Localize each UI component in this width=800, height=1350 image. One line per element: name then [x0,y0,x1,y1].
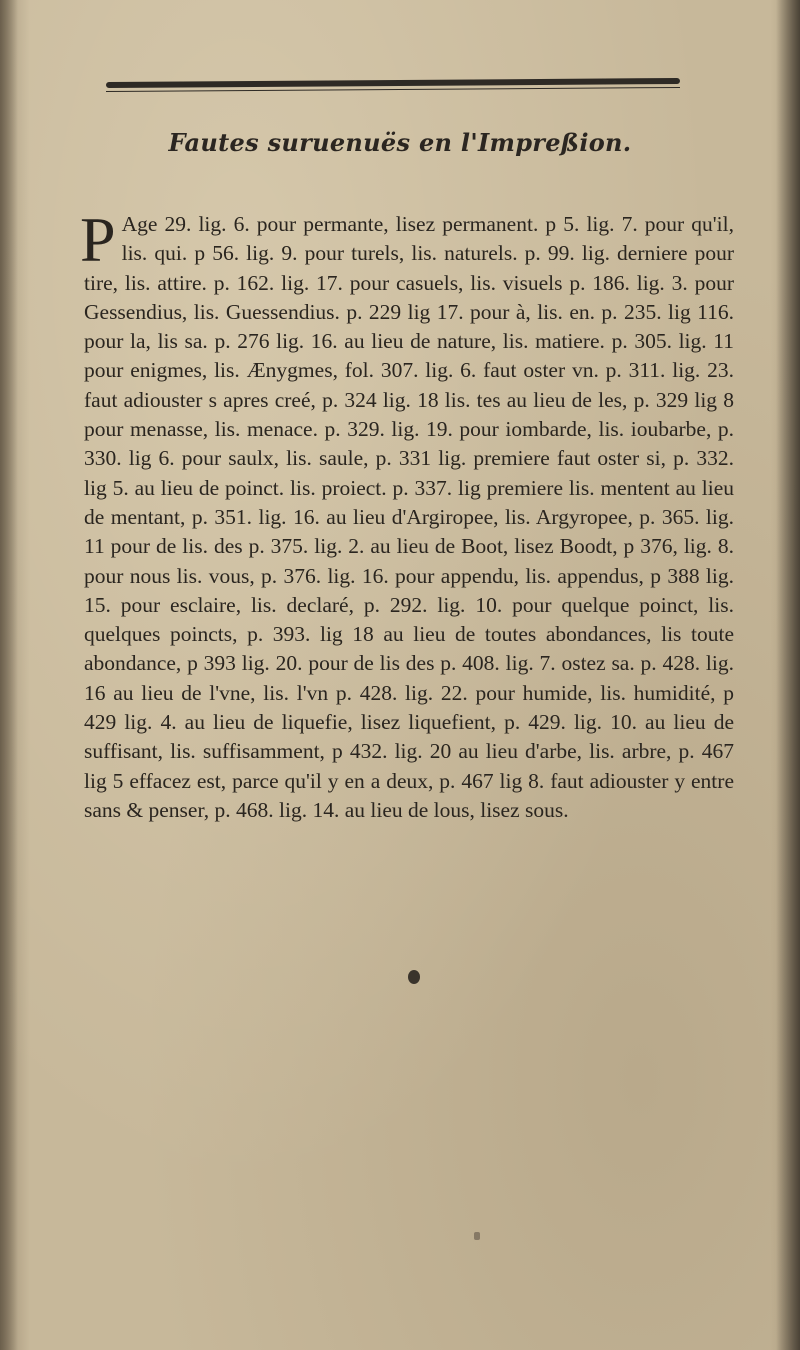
errata-paragraph [80,204,734,825]
ink-blot [408,970,420,984]
header-rule [106,78,680,88]
page-binding-shadow [0,0,18,1350]
paper-speck [474,1232,480,1240]
header-rule-thin [106,87,680,92]
page-edge-shadow [776,0,800,1350]
drop-cap: P [80,204,116,275]
errata-text: Age 29. lig. 6. pour permante, lisez permanent. p 5. lig. 7. pour qu'il, lis. qui. p 56. lig. 9. pour turels, lis. naturels. p. 99. lig. derniere pour tire, lis. attire. p. 162. lig. 17. pour casuels, lis. visuels p. 186. lig. 3. pour Gessendius, lis. Guessendius. p. 229 lig 17. pour à, lis. en. p. 235. lig 116. pour la, lis sa. p. 276 lig. 16. au lieu de nature, lis. matiere. p. 305. lig. 11 pour enigmes, lis. Ænygmes, fol. 307. lig. 6. faut oster vn. p. 311. lig. 23. faut adiouster s apres creé, p. 324 lig. 18 lis. tes au lieu de les, p. 329 lig 8 pour menasse, lis. menace. p. 329. lig. 19. pour iombarde, lis. ioubarbe, p. 330. lig 6. pour saulx, lis. saule, p. 331 lig. premiere faut oster si, p. 332. lig 5. au lieu de poinct. lis. proiect. p. 337. lig premiere lis. mentent au lieu de mentant, p. 351. lig. 16. au lieu d'Argiropee, lis. Argyropee, p. 365. lig. 11 pour de lis. des p. 375. lig. 2. au lieu de Boot, lisez Boodt, p 376, lig. 8. pour nous lis. vous, p. 376. lig. 16. pour appendu, lis. appendus, p 388 lig. 15. pour esclaire, lis. declaré, p. 292. lig. 10. pour quelque poinct, lis. quelques poincts, p. 393. lig 18 au lieu de toutes abondances, lis toute abondance, p 393 lig. 20. pour de lis des p. 408. lig. 7. ostez sa. p. 428. lig. 16 au lieu de l'vne, lis. l'vn p. 428. lig. 22. pour humide, lis. humidité, p 429 lig. 4. au lieu de liquefie, lisez liquefient, p. 429. lig. 10. au lieu de suffisant, lis. suffisamment, p 432. lig. 20 au lieu d'arbe, lis. arbre, p. 467 lig 5 effacez est, parce qu'il y en a deux, p. 467 lig 8. faut adiouster y entre sans & penser, p. 468. lig. 14. au lieu de lous, lisez sous. [84,212,734,822]
page-title: Fautes suruenuës en l'Impreßion. [168,128,632,157]
